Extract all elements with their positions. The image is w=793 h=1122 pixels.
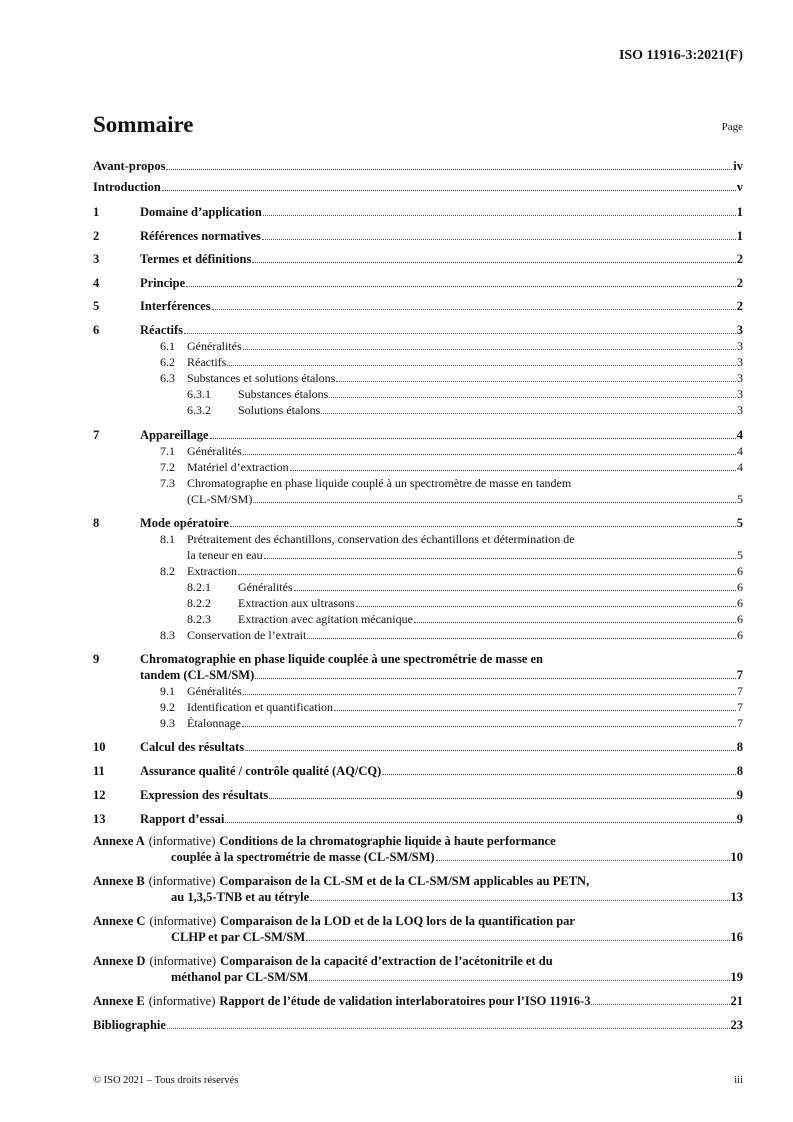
page-number: 3: [737, 339, 743, 353]
dot-leader: [307, 638, 736, 639]
toc-entry[interactable]: [93, 179, 743, 195]
section-title: Extraction avec agitation mécanique: [238, 612, 413, 626]
page-number: 4: [737, 444, 743, 458]
section-title: Rapport de l’étude de validation interlaboratoires pour l’ISO 11916-3: [219, 994, 591, 1008]
section-title: Termes et définitions: [140, 252, 252, 266]
section-number: 8.2: [160, 564, 175, 578]
toc-entry[interactable]: [93, 993, 743, 1009]
page-number: 7: [736, 668, 743, 682]
dot-leader: [306, 940, 729, 941]
toc-entry[interactable]: [93, 354, 743, 370]
dot-leader: [186, 286, 736, 287]
section-title: Généralités: [238, 580, 293, 594]
dot-leader: [329, 397, 736, 398]
page-number: 6: [737, 628, 743, 642]
section-number: 6.3.1: [187, 387, 211, 401]
toc-entry[interactable]: [93, 1017, 743, 1033]
section-title: Introduction: [93, 180, 161, 194]
footer-page-number: iii: [734, 1075, 743, 1086]
section-number: 10: [93, 740, 106, 754]
toc-entry[interactable]: [93, 298, 743, 314]
section-number: 2: [93, 229, 100, 243]
annex-label: Annexe C: [93, 914, 146, 928]
page-number: 4: [736, 428, 743, 442]
page-number: 21: [730, 994, 743, 1008]
section-title: Généralités: [187, 444, 242, 458]
toc-entry-line: [93, 913, 743, 929]
dot-leader: [356, 606, 736, 607]
page-number: iv: [733, 159, 743, 173]
section-title: Prétraitement des échantillons, conservation des échantillons et détermination de: [187, 532, 575, 546]
page-number: 13: [730, 890, 743, 904]
section-title: Appareillage: [140, 428, 209, 442]
section-number: 7.3: [160, 476, 175, 490]
dot-leader: [230, 526, 736, 527]
section-number: 11: [93, 764, 105, 778]
page-number: 16: [730, 930, 743, 944]
section-title: Chromatographe en phase liquide couplé à un spectromètre de masse en tandem: [187, 476, 572, 490]
page-number: 7: [737, 700, 743, 714]
section-title: méthanol par CL-SM/SM: [171, 970, 309, 984]
dot-leader: [290, 470, 736, 471]
section-title: Réactifs: [187, 355, 227, 369]
section-title: Expression des résultats: [140, 788, 269, 802]
toc-entry[interactable]: [93, 579, 743, 595]
document-id: ISO 11916-3:2021(F): [618, 48, 743, 63]
toc-entry-line: [93, 475, 743, 491]
section-title: Substances et solutions étalons: [187, 371, 336, 385]
dot-leader: [591, 1004, 729, 1005]
annex-note: (informative): [148, 834, 216, 848]
annex-note: (informative): [148, 994, 216, 1008]
dot-leader: [262, 239, 736, 240]
annex-label: Annexe E: [93, 994, 145, 1008]
page-number: v: [736, 180, 743, 194]
toc-entry[interactable]: [93, 563, 743, 579]
section-number: 4: [93, 276, 100, 290]
section-number: 8: [93, 516, 100, 530]
section-title: la teneur en eau: [187, 548, 263, 562]
page-number: 6: [737, 612, 743, 626]
toc-entry[interactable]: [93, 699, 743, 715]
page-number: 23: [730, 1018, 743, 1032]
section-title: Solutions étalons: [238, 403, 321, 417]
toc-entry[interactable]: [93, 386, 743, 402]
section-title: Conditions de la chromatographie liquide à haute performance: [219, 834, 556, 848]
dot-leader: [264, 558, 736, 559]
section-title: Identification et quantification: [187, 700, 333, 714]
toc-entry[interactable]: [93, 515, 743, 531]
annex-label: Annexe D: [93, 954, 146, 968]
dot-leader: [294, 590, 736, 591]
page-number: 3: [736, 323, 743, 337]
dot-leader: [263, 215, 736, 216]
page-number: 19: [730, 970, 743, 984]
toc-entry[interactable]: [93, 491, 743, 507]
page-number: 8: [736, 764, 743, 778]
section-title: Principe: [140, 276, 186, 290]
toc-entry-line: [93, 833, 743, 849]
section-title: Comparaison de la CL-SM et de la CL-SM/SM applicables au PETN,: [219, 874, 590, 888]
page-number: 7: [737, 684, 743, 698]
dot-leader: [336, 381, 736, 382]
toc-entry-line: [93, 531, 743, 547]
page-number: 4: [737, 460, 743, 474]
dot-leader: [382, 774, 735, 775]
section-number: 8.3: [160, 628, 175, 642]
toc-entry[interactable]: [93, 158, 743, 174]
section-number: 6.3.2: [187, 403, 211, 417]
toc-entry[interactable]: [93, 667, 743, 683]
section-title: tandem (CL-SM/SM): [140, 668, 255, 682]
section-title: Bibliographie: [93, 1018, 166, 1032]
section-number: 8.2.3: [187, 612, 211, 626]
section-number: 3: [93, 252, 100, 266]
annex-note: (informative): [149, 914, 217, 928]
section-number: 7.1: [160, 444, 175, 458]
section-number: 6.1: [160, 339, 175, 353]
toc-entry[interactable]: [93, 228, 743, 244]
section-title: CLHP et par CL-SM/SM: [171, 930, 306, 944]
toc-entry[interactable]: [93, 427, 743, 443]
dot-leader: [242, 726, 736, 727]
dot-leader: [243, 694, 736, 695]
section-number: 5: [93, 299, 100, 313]
toc-entry[interactable]: [93, 763, 743, 779]
page-title: Sommaire: [93, 112, 194, 137]
section-title: couplée à la spectrométrie de masse (CL-SM/SM): [171, 850, 435, 864]
page-number: 1: [736, 229, 743, 243]
page-number: 2: [736, 276, 743, 290]
toc-entry[interactable]: [93, 370, 743, 386]
page-number: 9: [736, 812, 743, 826]
section-title: Domaine d’application: [140, 205, 262, 219]
annex-label: Annexe B: [93, 874, 145, 888]
section-title: Extraction: [187, 564, 237, 578]
toc-entry[interactable]: [93, 969, 743, 985]
section-title: Extraction aux ultrasons: [238, 596, 355, 610]
dot-leader: [253, 502, 736, 503]
toc-entry[interactable]: [93, 547, 743, 563]
page-number: 5: [737, 548, 743, 562]
dot-leader: [210, 438, 736, 439]
section-number: 7.2: [160, 460, 175, 474]
toc-entry[interactable]: [93, 715, 743, 731]
annex-note: (informative): [149, 954, 217, 968]
footer-copyright: © ISO 2021 – Tous droits réservés: [93, 1075, 239, 1086]
section-number: 8.2.2: [187, 596, 211, 610]
dot-leader: [243, 349, 736, 350]
dot-leader: [225, 822, 735, 823]
dot-leader: [227, 365, 736, 366]
dot-leader: [255, 678, 736, 679]
section-number: 9.1: [160, 684, 175, 698]
toc-entry[interactable]: [93, 338, 743, 354]
dot-leader: [238, 574, 736, 575]
page-number: 10: [730, 850, 743, 864]
toc-entry[interactable]: [93, 811, 743, 827]
section-number: 12: [93, 788, 106, 802]
dot-leader: [243, 454, 736, 455]
section-number: 9.2: [160, 700, 175, 714]
page-number: 5: [736, 516, 743, 530]
toc-entry[interactable]: [93, 787, 743, 803]
toc-entry[interactable]: [93, 275, 743, 291]
dot-leader: [167, 1028, 730, 1029]
toc-entry[interactable]: [93, 889, 743, 905]
section-number: 8.1: [160, 532, 175, 546]
toc-entry-line: [93, 953, 743, 969]
dot-leader: [309, 980, 729, 981]
dot-leader: [269, 798, 735, 799]
toc-entry[interactable]: [93, 611, 743, 627]
toc-entry[interactable]: [93, 402, 743, 418]
dot-leader: [310, 900, 729, 901]
toc-entry[interactable]: [93, 683, 743, 699]
dot-leader: [334, 710, 736, 711]
section-title: au 1,3,5-TNB et au tétryle: [171, 890, 310, 904]
dot-leader: [166, 169, 732, 170]
dot-leader: [184, 333, 736, 334]
section-title: Avant-propos: [93, 159, 166, 173]
page-number: 3: [737, 355, 743, 369]
toc-entry[interactable]: [93, 595, 743, 611]
dot-leader: [414, 622, 736, 623]
section-title: Généralités: [187, 684, 242, 698]
toc-entry-line: [93, 651, 743, 667]
page-number: 8: [736, 740, 743, 754]
section-number: 8.2.1: [187, 580, 211, 594]
section-title: Comparaison de la LOD et de la LOQ lors de la quantification par: [220, 914, 575, 928]
section-number: 9.3: [160, 716, 175, 730]
section-title: Rapport d’essai: [140, 812, 225, 826]
page-number: 2: [736, 299, 743, 313]
dot-leader: [436, 860, 730, 861]
page-number: 5: [737, 492, 743, 506]
section-number: 13: [93, 812, 106, 826]
section-title: Réactifs: [140, 323, 184, 337]
section-number: 6.2: [160, 355, 175, 369]
page-number: 3: [737, 403, 743, 417]
page-number: 7: [737, 716, 743, 730]
page-number: 6: [737, 564, 743, 578]
page-column-label: Page: [721, 121, 743, 133]
toc-entry[interactable]: [93, 627, 743, 643]
dot-leader: [212, 309, 736, 310]
section-number: 6.3: [160, 371, 175, 385]
section-title: Interférences: [140, 299, 211, 313]
section-title: Mode opératoire: [140, 516, 229, 530]
section-number: 6: [93, 323, 100, 337]
dot-leader: [245, 750, 736, 751]
section-title: Chromatographie en phase liquide couplée à une spectrométrie de masse en: [140, 652, 543, 666]
page-number: 2: [736, 252, 743, 266]
page-number: 9: [736, 788, 743, 802]
dot-leader: [321, 413, 736, 414]
dot-leader: [252, 262, 735, 263]
section-title: Assurance qualité / contrôle qualité (AQ/CQ): [140, 764, 382, 778]
section-number: 9: [93, 652, 100, 666]
toc-entry[interactable]: [93, 322, 743, 338]
section-title: Calcul des résultats: [140, 740, 245, 754]
section-title: Références normatives: [140, 229, 261, 243]
page-number: 3: [737, 387, 743, 401]
toc-entry[interactable]: [93, 459, 743, 475]
toc-entry[interactable]: [93, 929, 743, 945]
section-title: Conservation de l’extrait: [187, 628, 307, 642]
annex-label: Annexe A: [93, 834, 145, 848]
page-number: 1: [736, 205, 743, 219]
annex-note: (informative): [148, 874, 216, 888]
section-title: Généralités: [187, 339, 242, 353]
page-number: 6: [737, 596, 743, 610]
section-title: (CL-SM/SM): [187, 492, 253, 506]
section-title: Matériel d’extraction: [187, 460, 289, 474]
section-number: 1: [93, 205, 100, 219]
toc-entry[interactable]: [93, 443, 743, 459]
page-number: 3: [737, 371, 743, 385]
section-title: Substances étalons: [238, 387, 329, 401]
toc-entry[interactable]: [93, 739, 743, 755]
toc-entry[interactable]: [93, 204, 743, 220]
section-title: Étalonnage: [187, 716, 241, 730]
page-number: 6: [737, 580, 743, 594]
toc-entry-line: [93, 873, 743, 889]
section-title: Comparaison de la capacité d’extraction de l’acétonitrile et du: [220, 954, 553, 968]
toc-entry[interactable]: [93, 251, 743, 267]
toc-entry[interactable]: [93, 849, 743, 865]
section-number: 7: [93, 428, 100, 442]
dot-leader: [162, 190, 736, 191]
